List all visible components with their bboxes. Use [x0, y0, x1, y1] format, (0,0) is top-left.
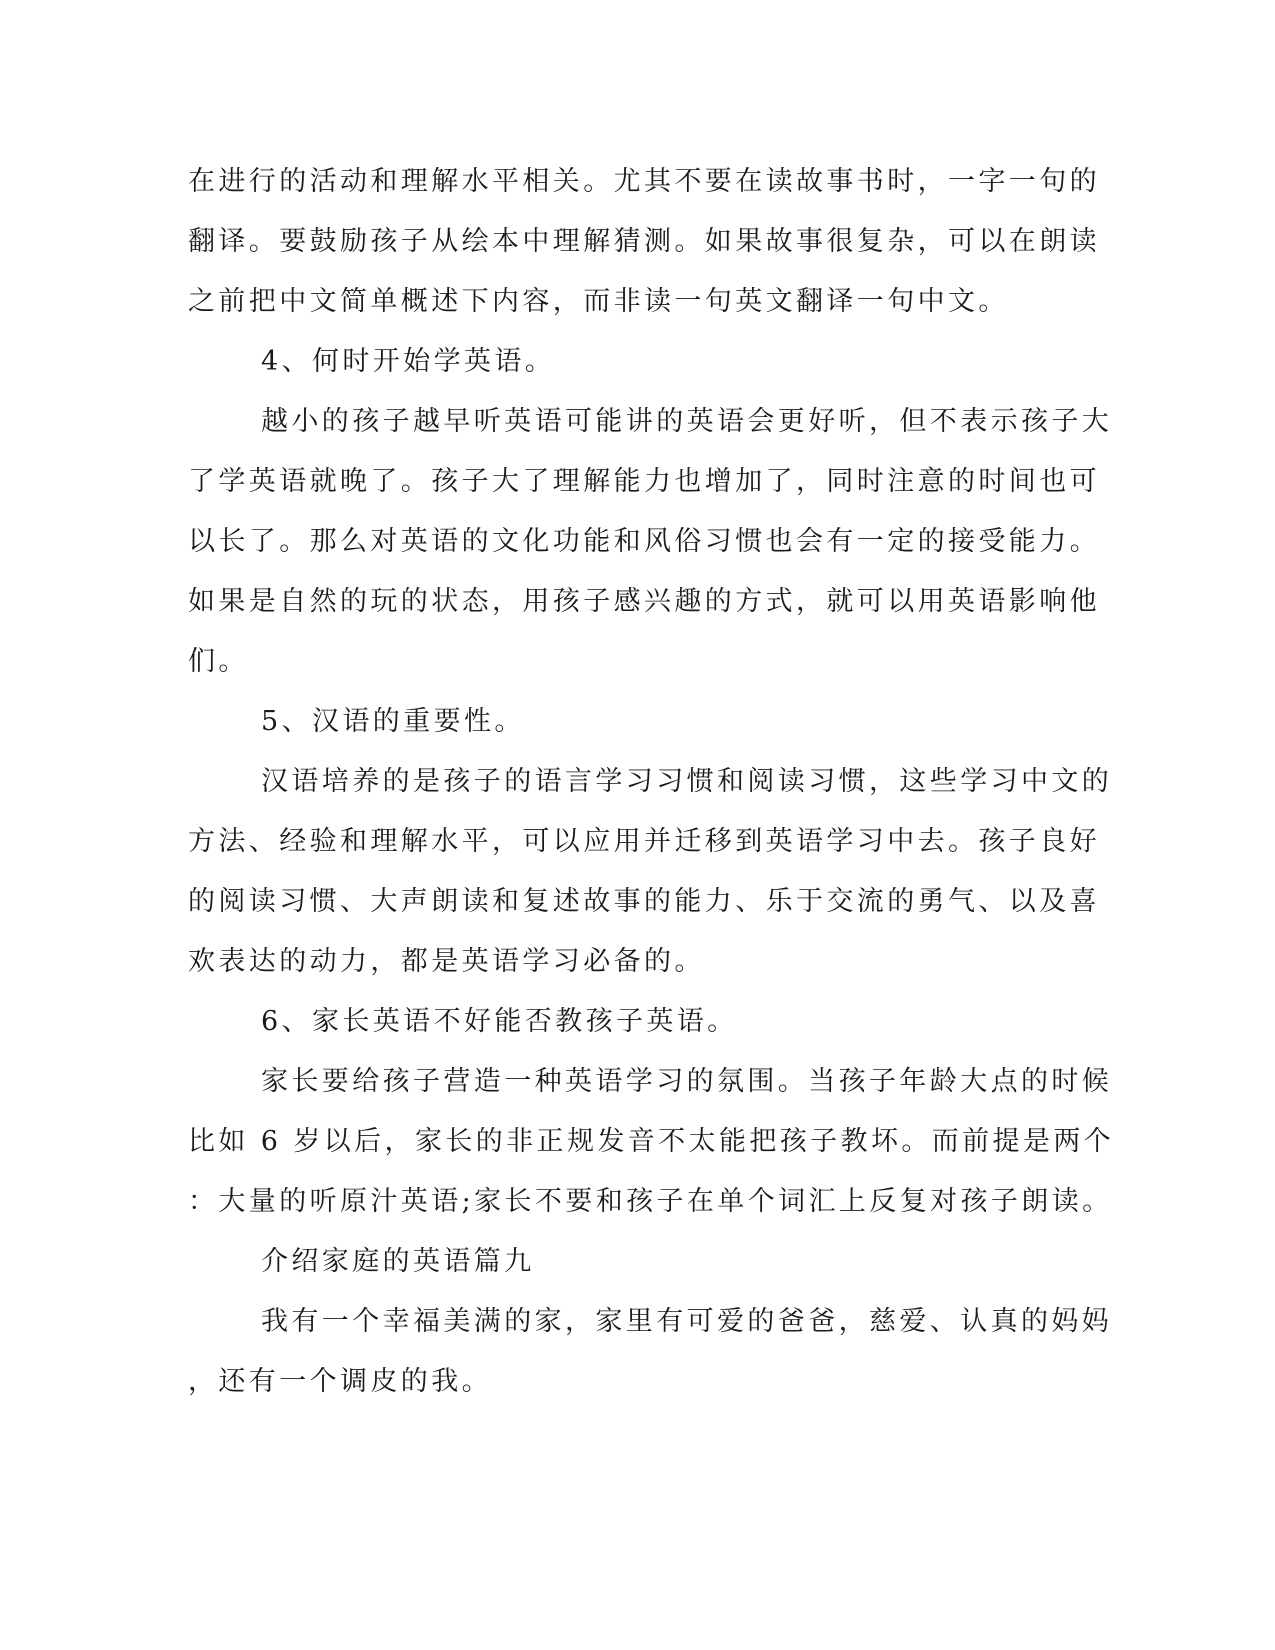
- paragraph-line: 如果是自然的玩的状态，用孩子感兴趣的方式，就可以用英语影响他: [188, 586, 1100, 617]
- paragraph-line: 比如 6 岁以后，家长的非正规发音不太能把孩子教坏。而前提是两个: [188, 1126, 1115, 1157]
- paragraph-line: 了学英语就晚了。孩子大了理解能力也增加了，同时注意的时间也可: [188, 466, 1100, 497]
- paragraph-line: 汉语培养的是孩子的语言学习习惯和阅读习惯，这些学习中文的: [261, 766, 1113, 797]
- paragraph-line: 翻译。要鼓励孩子从绘本中理解猜测。如果故事很复杂，可以在朗读: [188, 226, 1100, 257]
- paragraph-line: 们。: [188, 646, 249, 677]
- paragraph-line: 我有一个幸福美满的家，家里有可爱的爸爸，慈爱、认真的妈妈: [261, 1306, 1113, 1337]
- section-heading: 6、家长英语不好能否教孩子英语。: [261, 1006, 738, 1037]
- paragraph-line: ：大量的听原汁英语;家长不要和孩子在单个词汇上反复对孩子朗读。: [188, 1186, 1113, 1217]
- paragraph-line: 欢表达的动力，都是英语学习必备的。: [188, 946, 705, 977]
- paragraph-line: 的阅读习惯、大声朗读和复述故事的能力、乐于交流的勇气、以及喜: [188, 886, 1100, 917]
- paragraph-line: 以长了。那么对英语的文化功能和风俗习惯也会有一定的接受能力。: [188, 526, 1100, 557]
- paragraph-line: 方法、经验和理解水平，可以应用并迁移到英语学习中去。孩子良好: [188, 826, 1100, 857]
- section-heading: 介绍家庭的英语篇九: [261, 1246, 535, 1277]
- section-heading: 5、汉语的重要性。: [261, 706, 525, 737]
- paragraph-line: 越小的孩子越早听英语可能讲的英语会更好听，但不表示孩子大: [261, 406, 1113, 437]
- paragraph-line: 在进行的活动和理解水平相关。尤其不要在读故事书时，一字一句的: [188, 166, 1100, 197]
- paragraph-line: 家长要给孩子营造一种英语学习的氛围。当孩子年龄大点的时候: [261, 1066, 1113, 1097]
- paragraph-line: 之前把中文简单概述下内容，而非读一句英文翻译一句中文。: [188, 286, 1009, 317]
- section-heading: 4、何时开始学英语。: [261, 346, 556, 377]
- paragraph-line: ，还有一个调皮的我。: [188, 1366, 492, 1397]
